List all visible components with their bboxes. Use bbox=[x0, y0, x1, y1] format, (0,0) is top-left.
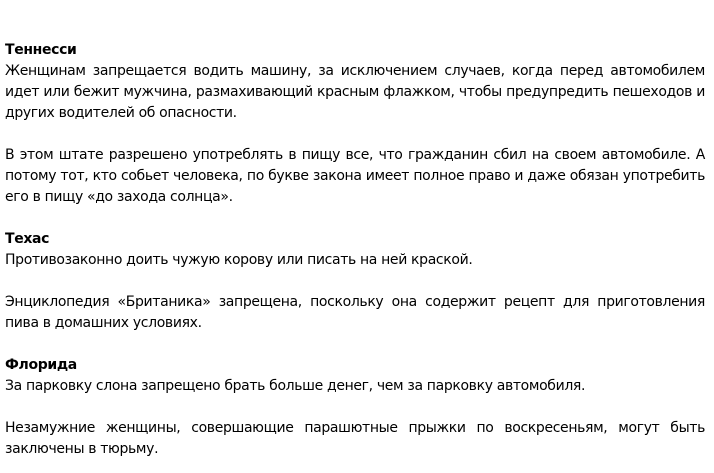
section-texas bbox=[5, 229, 705, 334]
paragraph-tennessee-2: В этом штате разрешено употреблять в пищу все, что гражданин сбил на своем автомобиле. А потому тот, кто собьет человека, по букве закона имеет полное право и даже обязан употребить его в пищу «до захода солнца». bbox=[5, 147, 705, 205]
section-spacer bbox=[5, 334, 705, 355]
document-body bbox=[5, 40, 705, 460]
section-title-florida: Флорида bbox=[5, 357, 77, 373]
paragraph-spacer bbox=[5, 397, 705, 418]
paragraph-spacer bbox=[5, 271, 705, 292]
section-florida bbox=[5, 355, 705, 460]
section-title-texas: Техас bbox=[5, 231, 50, 247]
paragraph-florida-1: За парковку слона запрещено брать больше денег, чем за парковку автомобиля. bbox=[5, 378, 586, 394]
paragraph-florida-2: Незамужние женщины, совершающие парашютные прыжки по воскресеньям, могут быть заключены в тюрьму. bbox=[5, 420, 705, 457]
section-title-tennessee: Теннесси bbox=[5, 42, 77, 58]
section-tennessee bbox=[5, 40, 705, 208]
paragraph-tennessee-1: Женщинам запрещается водить машину, за исключением случаев, когда перед автомобилем идет или бежит мужчина, размахивающий красным флажком, чтобы предупредить пешеходов и других водителей об опасности. bbox=[5, 63, 705, 121]
paragraph-texas-1: Противозаконно доить чужую корову или писать на ней краской. bbox=[5, 252, 473, 268]
section-spacer bbox=[5, 208, 705, 229]
paragraph-texas-2: Энциклопедия «Британика» запрещена, поскольку она содержит рецепт для приготовления пива в домашних условиях. bbox=[5, 294, 705, 331]
paragraph-spacer bbox=[5, 124, 705, 145]
